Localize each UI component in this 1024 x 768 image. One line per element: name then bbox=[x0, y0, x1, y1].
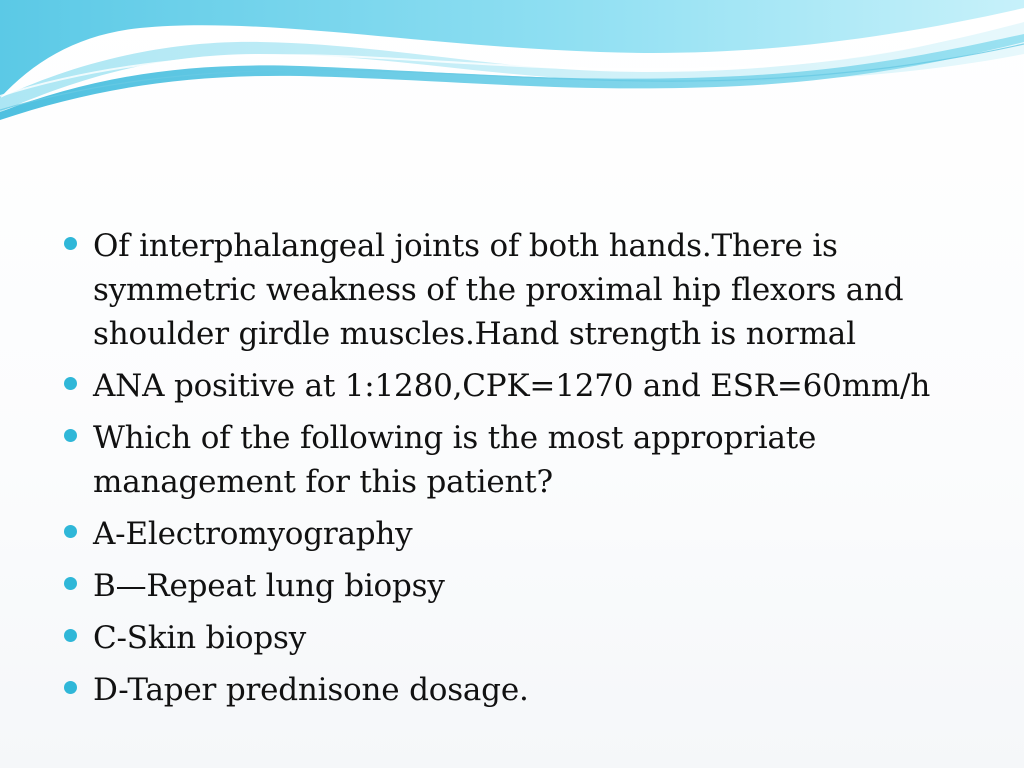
bullet-dot-icon bbox=[64, 525, 77, 538]
bullet-item-history bbox=[62, 224, 962, 356]
wave-header-decoration bbox=[0, 0, 1024, 130]
bullet-dot-icon bbox=[64, 237, 77, 250]
bullet-dot-icon bbox=[64, 681, 77, 694]
bullet-item-question bbox=[62, 416, 962, 504]
bullet-item-option-a bbox=[62, 512, 962, 556]
bullet-text: Of interphalangeal joints of both hands.There is symmetric weakness of the proximal hip flexors and shoulder girdle muscles.Hand strength is normal bbox=[93, 228, 904, 352]
bullet-dot-icon bbox=[64, 577, 77, 590]
bullet-text: A-Electromyography bbox=[93, 516, 413, 552]
bullet-list bbox=[62, 224, 962, 712]
bullet-text: D-Taper prednisone dosage. bbox=[93, 672, 529, 708]
bullet-item-labs bbox=[62, 364, 962, 408]
bullet-text: B—Repeat lung biopsy bbox=[93, 568, 445, 604]
bullet-item-option-b bbox=[62, 564, 962, 608]
bullet-dot-icon bbox=[64, 429, 77, 442]
bullet-item-option-d bbox=[62, 668, 962, 712]
bullet-dot-icon bbox=[64, 629, 77, 642]
slide-content bbox=[62, 224, 962, 720]
bullet-text: ANA positive at 1:1280,CPK=1270 and ESR=60mm/h bbox=[93, 368, 931, 404]
bullet-item-option-c bbox=[62, 616, 962, 660]
bullet-dot-icon bbox=[64, 377, 77, 390]
bullet-text: C-Skin biopsy bbox=[93, 620, 307, 656]
bullet-text: Which of the following is the most appropriate management for this patient? bbox=[93, 420, 817, 500]
